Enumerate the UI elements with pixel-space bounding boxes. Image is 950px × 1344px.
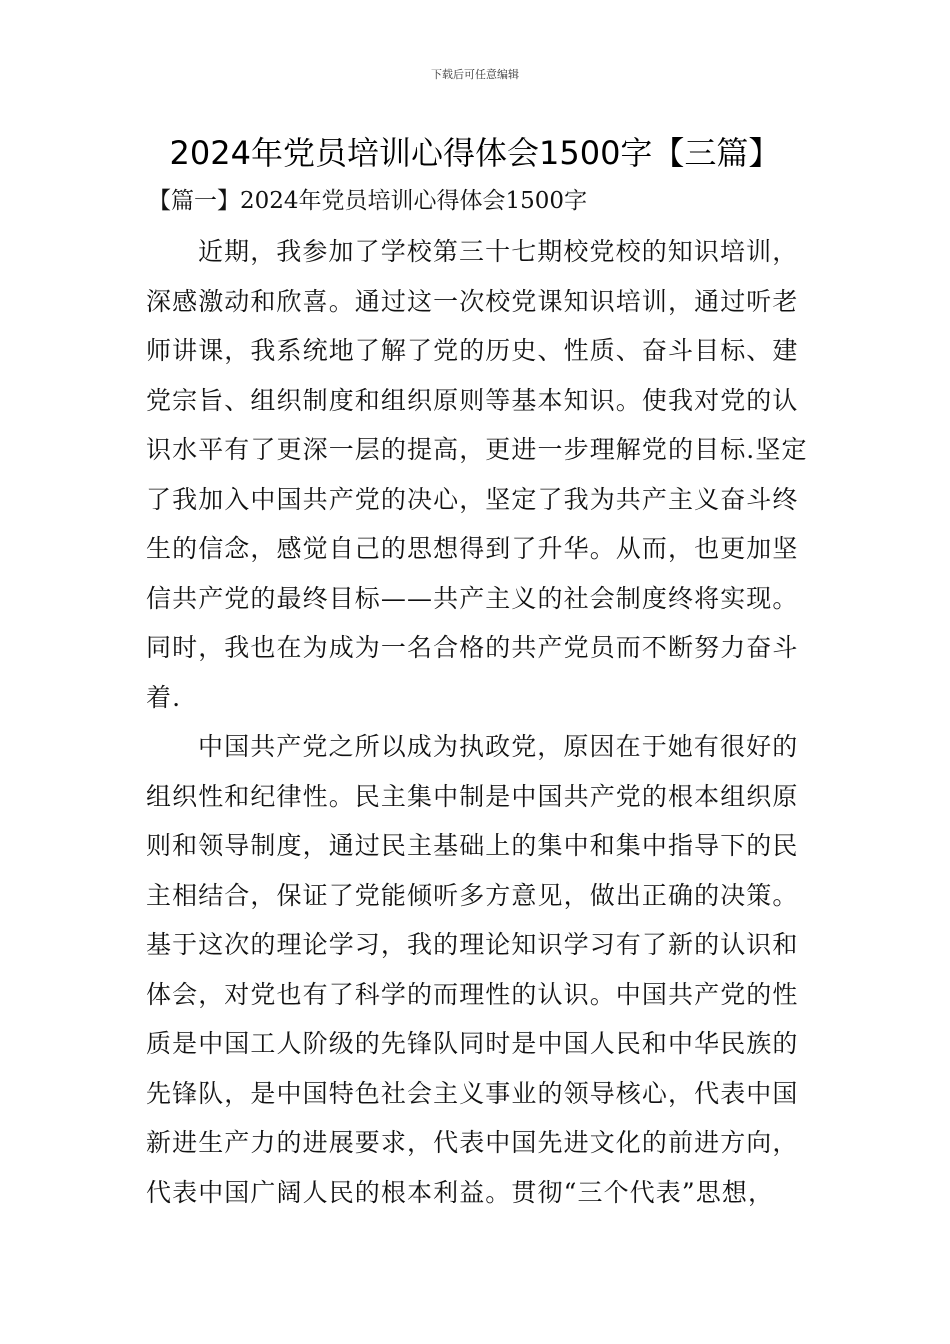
paragraph-2-line: 中国共产党之所以成为执政党，原因在于她有很好的 bbox=[198, 732, 799, 761]
paragraph-2-line: 代表中国广阔人民的根本利益。贯彻“三个代表”思想， bbox=[146, 1177, 775, 1207]
paragraph-2-line: 则和领导制度，通过民主基础上的集中和集中指导下的民 bbox=[146, 831, 799, 860]
paragraph-1-line: 近期，我参加了学校第三十七期校党校的知识培训， bbox=[198, 237, 799, 266]
paragraph-1-line: 了我加入中国共产党的决心，坚定了我为共产主义奋斗终 bbox=[146, 484, 799, 514]
paragraph-1-line: 党宗旨、组织制度和组织原则等基本知识。使我对党的认 bbox=[146, 385, 799, 415]
paragraph-1-line: 同时，我也在为成为一名合格的共产党员而不断努力奋斗 bbox=[146, 633, 799, 662]
paragraph-1-line: 着. bbox=[146, 682, 182, 712]
paragraph-2-line: 体会，对党也有了科学的而理性的认识。中国共产党的性 bbox=[146, 979, 799, 1009]
paragraph-2-line: 组织性和纪律性。民主集中制是中国共产党的根本组织原 bbox=[146, 781, 799, 811]
header-note: 下载后可任意编辑 bbox=[431, 68, 519, 81]
section-heading: 【篇一】2024年党员培训心得体会1500字 bbox=[148, 188, 588, 214]
body-text bbox=[146, 227, 806, 1217]
document-title: 2024年党员培训心得体会1500字【三篇】 bbox=[169, 134, 781, 172]
paragraph-2-line: 主相结合，保证了党能倾听多方意见，做出正确的决策。 bbox=[146, 880, 799, 910]
paragraph-2-line: 基于这次的理论学习，我的理论知识学习有了新的认识和 bbox=[146, 930, 799, 959]
paragraph-1-line: 师讲课，我系统地了解了党的历史、性质、奋斗目标、建 bbox=[146, 336, 799, 365]
paragraph-1-line: 深感激动和欣喜。通过这一次校党课知识培训，通过听老 bbox=[146, 286, 799, 316]
paragraph-1-line: 识水平有了更深一层的提高，更进一步理解党的目标.坚定 bbox=[146, 435, 808, 464]
paragraph-2-line: 先锋队，是中国特色社会主义事业的领导核心，代表中国 bbox=[146, 1078, 799, 1108]
paragraph-1-line: 生的信念，感觉自己的思想得到了升华。从而，也更加坚 bbox=[146, 534, 799, 563]
paragraph-1-line: 信共产党的最终目标——共产主义的社会制度终将实现。 bbox=[146, 583, 799, 613]
paragraph-2-line: 新进生产力的进展要求，代表中国先进文化的前进方向， bbox=[146, 1128, 799, 1157]
paragraph-2-line: 质是中国工人阶级的先锋队同时是中国人民和中华民族的 bbox=[146, 1029, 799, 1058]
